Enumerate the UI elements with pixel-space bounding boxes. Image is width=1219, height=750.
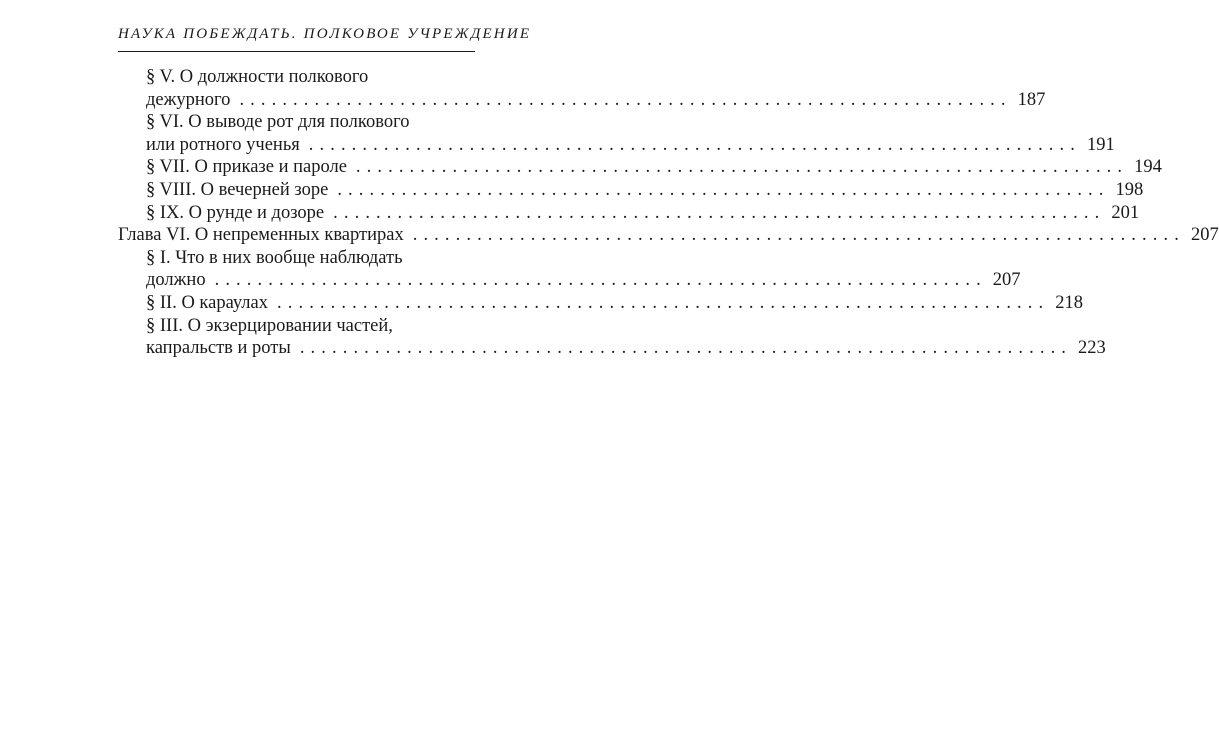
toc-page-number: 223 (1078, 338, 1106, 359)
toc-page-number: 207 (1190, 225, 1219, 246)
toc-entry-title: должно (146, 270, 206, 291)
dot-leader: ........................................................................ (308, 134, 1081, 155)
toc-entry-title-line (118, 111, 473, 134)
toc-entry-title-line (118, 315, 473, 338)
toc-entry-title: § VII. О приказе и пароле (146, 157, 347, 178)
toc-entry-section-2[interactable] (118, 292, 1083, 315)
dot-leader: ........................................................................ (214, 270, 987, 291)
toc-entry-section-6[interactable] (118, 111, 1115, 156)
toc-entry-last-line (118, 292, 1083, 315)
toc-entry-title: § III. О экзерцировании частей, (146, 315, 393, 336)
dot-leader: ........................................................................ (277, 292, 1050, 313)
running-head: НАУКА ПОБЕЖДАТЬ. ПОЛКОВОЕ УЧРЕЖДЕНИЕ (118, 26, 532, 42)
toc-page-number: 198 (1115, 179, 1144, 200)
toc-entry-section-9[interactable] (118, 202, 1140, 225)
toc-entry-section-5[interactable] (118, 66, 1046, 111)
toc-entry-title: § VIII. О вечерней зоре (146, 179, 329, 200)
toc-entry-last-line (118, 224, 1219, 247)
dot-leader: ........................................................................ (337, 179, 1110, 200)
toc-entry-chapter-6[interactable] (118, 224, 1219, 247)
toc-entry-last-line (118, 156, 1162, 179)
dot-leader: ........................................................................ (333, 202, 1106, 223)
toc-entry-title: § II. О караулах (146, 292, 269, 313)
toc-entry-last-line (118, 269, 1021, 292)
toc-entry-section-7[interactable] (118, 156, 1162, 179)
dot-leader: ........................................................................ (299, 338, 1073, 359)
table-of-contents (118, 66, 1219, 360)
toc-entry-last-line (118, 202, 1140, 225)
toc-entry-title: § IX. О рунде и дозоре (146, 202, 325, 223)
toc-page-number: 194 (1134, 157, 1162, 178)
dot-leader: ........................................................................ (412, 225, 1185, 246)
toc-entry-title: или ротного ученья (146, 134, 300, 155)
toc-entry-title: капральств и роты (146, 338, 291, 359)
toc-entry-section-3[interactable] (118, 315, 1106, 360)
header-rule (118, 51, 475, 52)
toc-entry-title: § VI. О выводе рот для полкового (146, 112, 410, 133)
toc-entry-section-8[interactable] (118, 179, 1144, 202)
toc-entry-last-line (118, 179, 1144, 202)
dot-leader: ........................................................................ (239, 89, 1012, 110)
toc-page-number: 207 (992, 270, 1021, 291)
toc-entry-last-line (118, 134, 1115, 157)
toc-entry-last-line (118, 337, 1106, 360)
toc-page-number: 218 (1055, 292, 1083, 313)
toc-page-number: 187 (1017, 89, 1046, 110)
toc-entry-section-1[interactable] (118, 247, 1021, 292)
toc-entry-title-line (118, 66, 473, 89)
toc-entry-title-line (118, 247, 473, 270)
toc-entry-title: § I. Что в них вообще наблюдать (146, 247, 403, 268)
toc-page-number: 201 (1111, 202, 1140, 223)
toc-entry-title: дежурного (146, 89, 231, 110)
toc-entry-last-line (118, 89, 1046, 112)
toc-entry-title: § V. О должности полкового (146, 67, 369, 87)
dot-leader: ........................................................................ (355, 157, 1129, 178)
toc-page-number: 191 (1086, 134, 1115, 155)
toc-entry-title: Глава VI. О непременных квартирах (118, 225, 404, 246)
